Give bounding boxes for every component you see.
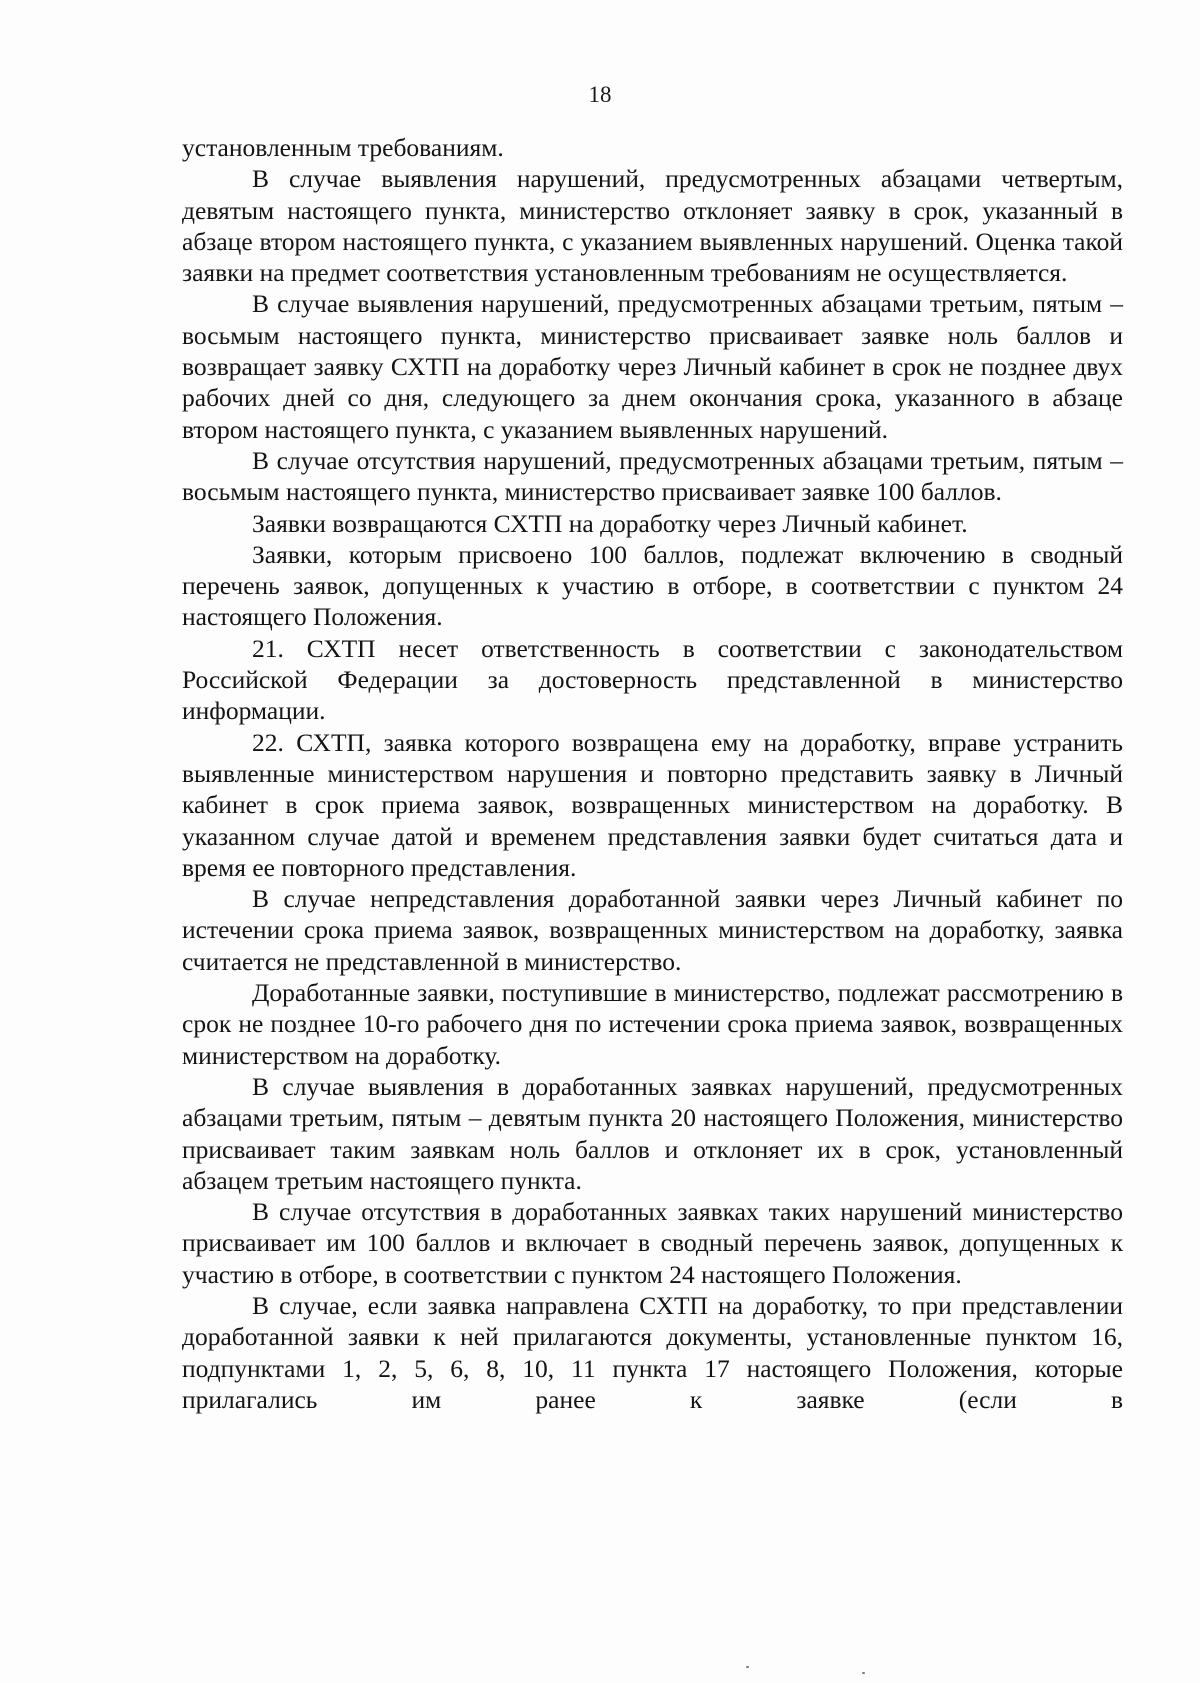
paragraph-continues-next-page: В случае, если заявка направлена СХТП на доработку, то при представлении доработанной заявки к ней прилагаются документы, установленные пунктом 16, подпунктами 1, 2, 5, 6, 8, 10, 11 пункта 17 настоящего Положения, которые прилагались им ранее к заявке (если в (182, 1290, 1123, 1414)
paragraph: В случае выявления в доработанных заявках нарушений, предусмотренных абзацами третьим, пятым – девятым пункта 20 настоящего Положения, министерство присваивает таким заявкам ноль баллов и отклоняет их в срок, установленный абзацем третьим настоящего пункта. (182, 1071, 1123, 1195)
paragraph-item-22: 22. СХТП, заявка которого возвращена ему на доработку, вправе устранить выявленные министерством нарушения и повторно представить заявку в Личный кабинет в срок приема заявок, возвращенных министерством на доработку. В указанном случае датой и временем представления заявки будет считаться дата и время ее повторного представления. (182, 727, 1123, 882)
page-number: 18 (588, 82, 612, 107)
paragraph-continuation: установленным требованиям. (182, 133, 504, 162)
paragraph: Заявки, которым присвоено 100 баллов, подлежат включению в сводный перечень заявок, допущенных к участию в отборе, в соответствии с пунктом 24 настоящего Положения. (182, 539, 1123, 632)
paragraph: В случае выявления нарушений, предусмотренных абзацами третьим, пятым – восьмым настоящего пункта, министерство присваивает заявке ноль баллов и возвращает заявку СХТП на доработку через Личный кабинет в срок не позднее двух рабочих дней со дня, следующего за днем окончания срока, указанного в абзаце втором настоящего пункта, с указанием выявленных нарушений. (182, 289, 1123, 444)
paragraph: Доработанные заявки, поступившие в министерство, подлежат рассмотрению в срок не позднее 10-го рабочего дня по истечении срока приема заявок, возвращенных министерством на доработку. (182, 978, 1123, 1070)
paragraph: В случае непредставления доработанной заявки через Личный кабинет по истечении срока приема заявок, возвращенных министерством на доработку, заявка считается не представленной в министерство. (182, 884, 1123, 976)
document-body (182, 132, 1123, 1415)
paragraph: Заявки возвращаются СХТП на доработку через Личный кабинет. (252, 508, 968, 538)
paragraph: В случае отсутствия нарушений, предусмотренных абзацами третьим, пятым – восьмым настоящего пункта, министерство присваивает заявке 100 баллов. (182, 445, 1123, 507)
paragraph: В случае выявления нарушений, предусмотренных абзацами четвертым, девятым настоящего пункта, министерство отклоняет заявку в срок, указанный в абзаце втором настоящего пункта, с указанием выявленных нарушений. Оценка такой заявки на предмет соответствия установленным требованиям не осуществляется. (182, 164, 1123, 288)
paragraph: В случае отсутствия в доработанных заявках таких нарушений министерство присваивает им 100 баллов и включает в сводный перечень заявок, допущенных к участию в отборе, в соответствии с пунктом 24 настоящего Положения. (182, 1197, 1123, 1289)
scan-speck (746, 1666, 749, 1668)
paragraph-item-21: 21. СХТП несет ответственность в соответствии с законодательством Российской Федерации за достоверность представленной в министерство информации. (182, 633, 1123, 726)
scan-speck (862, 1672, 865, 1674)
